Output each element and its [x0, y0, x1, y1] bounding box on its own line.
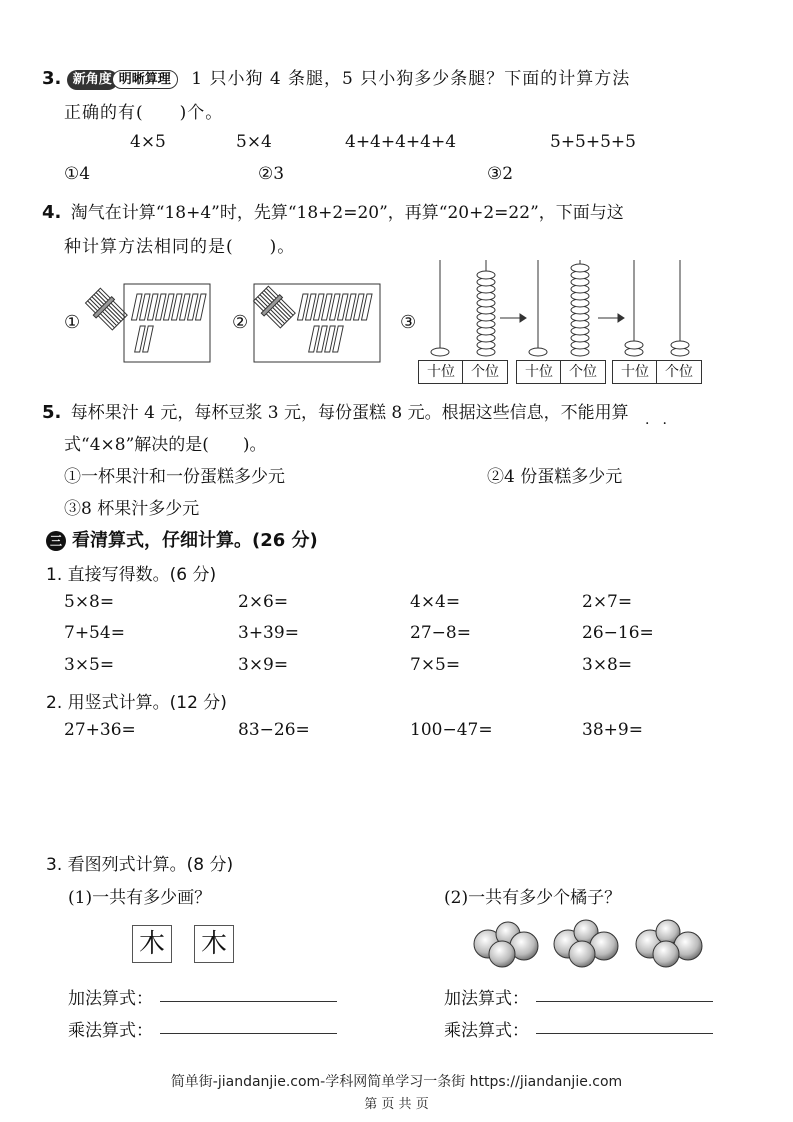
- abacus-bead: [625, 341, 643, 349]
- stick-bundle-icon: [84, 287, 129, 332]
- calc-item: 27−8=: [410, 623, 471, 643]
- calc-item: 3×8=: [582, 655, 633, 675]
- q4-option-label-2: ②: [232, 312, 249, 333]
- multiplication-answer-line-1[interactable]: [160, 1033, 337, 1034]
- place-label-tens-3: 十位: [612, 360, 658, 384]
- option-2: ②3: [258, 164, 285, 184]
- tag-new-angle: 新角度: [67, 70, 118, 90]
- question-number: 5.: [42, 402, 62, 423]
- q4-option-label-1: ①: [64, 312, 81, 333]
- abacus-bead: [529, 348, 547, 356]
- question-number: 4.: [42, 202, 62, 223]
- question-4-header: [42, 198, 624, 223]
- calc-item: 2×6=: [238, 592, 289, 612]
- question-3-text-2: 正确的有( )个。: [64, 103, 224, 123]
- question-text: 淘气在计算“18+4”时，先算“18+2=20”，再算“20+2=22”，下面与这: [70, 203, 624, 223]
- question-4-text-2: 种计算方法相同的是( )。: [64, 237, 296, 257]
- calc-item: 7+54=: [64, 623, 125, 643]
- abacus-bead: [671, 341, 689, 349]
- q5-option-1: ①一杯果汁和一份蛋糕多少元: [64, 467, 285, 487]
- option-1: ①4: [64, 164, 91, 184]
- calc-item: 2×7=: [582, 592, 633, 612]
- multiplication-label-2: 乘法算式：: [444, 1021, 529, 1041]
- expr-2: 5×4: [236, 132, 272, 152]
- loose-sticks-icon: [291, 294, 372, 352]
- calc-item: 26−16=: [582, 623, 654, 643]
- page-number: 第 页 共 页: [364, 1097, 429, 1112]
- sub-question-1: (1)一共有多少画？: [68, 888, 212, 908]
- place-label-tens-1: 十位: [418, 360, 464, 384]
- orange-group-icon: [636, 920, 702, 967]
- expr-4: 5+5+5+5: [550, 132, 636, 152]
- stick-bundle-picture-1: [84, 280, 214, 366]
- oranges-picture: [466, 914, 716, 970]
- place-label-ones-1: 个位: [462, 360, 508, 384]
- question-5-text-2: 式“4×8”解决的是( )。: [64, 435, 267, 455]
- question-text-end: 用算: [594, 403, 629, 423]
- emphasis-text: 不能: [560, 403, 595, 423]
- section-title: 看清算式，仔细计算。(26 分): [72, 530, 318, 551]
- calc-item: 3+39=: [238, 623, 299, 643]
- emphasis-dots: ··: [645, 416, 680, 432]
- calc-item: 7×5=: [410, 655, 461, 675]
- multiplication-answer-line-2[interactable]: [536, 1033, 713, 1034]
- expr-3: 4+4+4+4+4: [345, 132, 457, 152]
- place-label-ones-3: 个位: [656, 360, 702, 384]
- vertical-calc-item: 27+36=: [64, 720, 136, 740]
- footer-watermark: 简单街-jiandanjie.com-学科网简单学习一条街 https://jiandanjie.com: [170, 1074, 623, 1090]
- addition-label-2: 加法算式：: [444, 989, 529, 1009]
- q5-option-3: ③8 杯果汁多少元: [64, 499, 200, 519]
- abacus-sequence: [418, 256, 708, 364]
- question-number: 3.: [42, 68, 62, 89]
- q4-option-label-3: ③: [400, 312, 417, 333]
- addition-answer-line-1[interactable]: [160, 1001, 337, 1002]
- part-2-title: 2. 用竖式计算。(12 分): [46, 693, 227, 713]
- vertical-calc-item: 38+9=: [582, 720, 643, 740]
- calc-item: 4×4=: [410, 592, 461, 612]
- question-text: 每杯果汁 4 元，每杯豆浆 3 元，每份蛋糕 8 元。根据这些信息，: [70, 403, 561, 423]
- option-3: ③2: [487, 164, 514, 184]
- character-card-2: 木: [194, 925, 234, 963]
- character-card-1: 木: [132, 925, 172, 963]
- calc-item: 3×9=: [238, 655, 289, 675]
- vertical-calc-item: 83−26=: [238, 720, 310, 740]
- stick-bundle-picture-2: [252, 280, 384, 366]
- abacus-beads-stack: [477, 271, 495, 356]
- multiplication-label-1: 乘法算式：: [68, 1021, 153, 1041]
- expr-1: 4×5: [130, 132, 166, 152]
- vertical-calc-item: 100−47=: [410, 720, 493, 740]
- calc-item: 3×5=: [64, 655, 115, 675]
- sub-question-2: (2)一共有多少个橘子？: [444, 888, 622, 908]
- q5-option-2: ②4 份蛋糕多少元: [487, 467, 623, 487]
- tag-reasoning: 明晰算理: [112, 70, 178, 89]
- part-3-title: 3. 看图列式计算。(8 分): [46, 855, 234, 875]
- question-3-header: [42, 64, 630, 90]
- part-1-title: 1. 直接写得数。(6 分): [46, 565, 217, 585]
- addition-answer-line-2[interactable]: [536, 1001, 713, 1002]
- abacus-bead: [431, 348, 449, 356]
- place-label-ones-2: 个位: [560, 360, 606, 384]
- section-3-heading: [46, 526, 318, 552]
- abacus-beads-stack: [571, 264, 589, 356]
- orange-group-icon: [554, 920, 618, 967]
- addition-label-1: 加法算式：: [68, 989, 153, 1009]
- loose-sticks-icon: [125, 294, 206, 352]
- section-number-icon: 三: [46, 531, 66, 551]
- orange-group-icon: [474, 922, 538, 967]
- calc-item: 5×8=: [64, 592, 115, 612]
- stick-bundle-icon: [252, 285, 297, 330]
- place-label-tens-2: 十位: [516, 360, 562, 384]
- question-5-header: [42, 398, 629, 423]
- question-text: 1 只小狗 4 条腿，5 只小狗多少条腿？下面的计算方法: [191, 69, 631, 89]
